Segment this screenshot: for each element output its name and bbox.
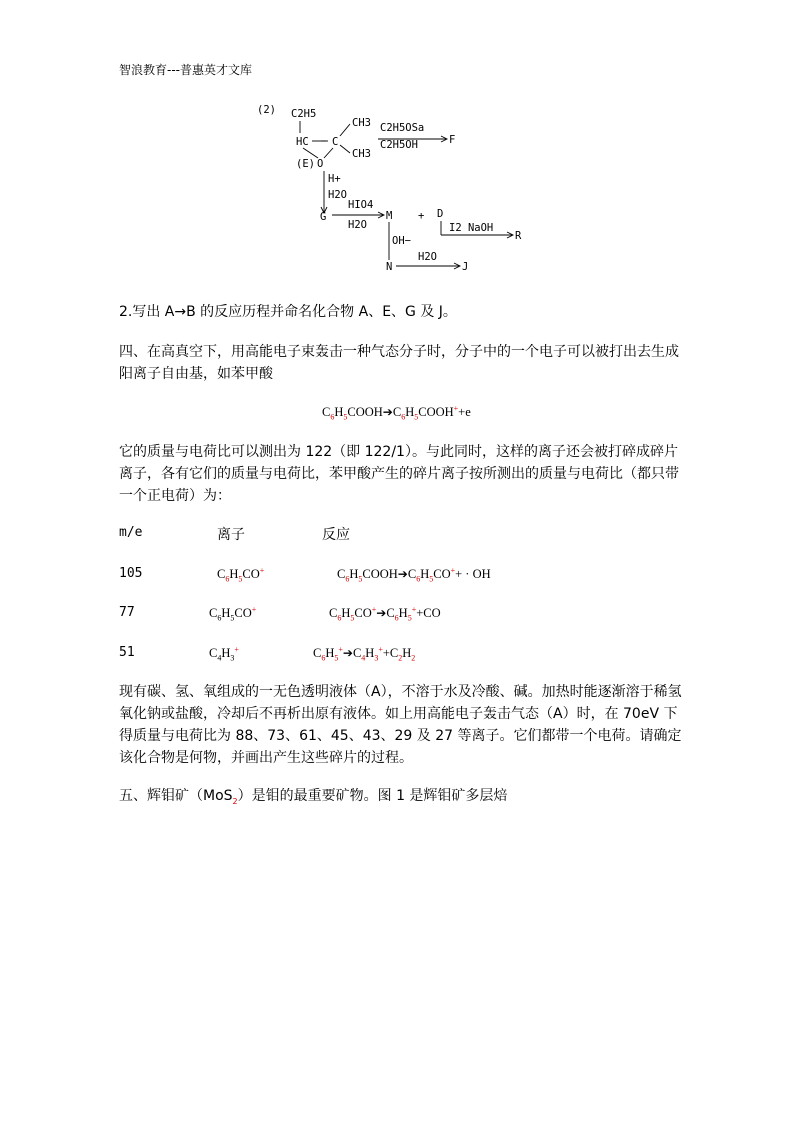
- reagent1-top: C2H5OSa: [380, 122, 425, 134]
- row-3-reaction: $C_6H_5^+➔C_4H_3^++C_2H_2$: [313, 645, 416, 663]
- row-1-me: 105: [119, 566, 143, 581]
- ionization-equation: $C_6H_5COOH➔C_6H_5COOH^++e$: [322, 404, 471, 422]
- bond-ch3-bottom: [340, 145, 350, 153]
- section-4-para2: 它的质量与电荷比可以测出为 122（即 122/1）。与此同时，这样的离子还会被打碎成碎片离子，各有它们的质量与电荷比，苯甲酸产生的碎片离子按所测出的质量与电荷比（都只带一个正电荷）为：: [119, 444, 679, 504]
- section-4-intro: 四、在高真空下，用高能电子束轰击一种气态分子时，分子中的一个电子可以被打出去生成阳离子自由基，如苯甲酸: [119, 344, 679, 382]
- row-3-ion: $C_4H_3^+$: [209, 645, 239, 663]
- label-ch3-top: CH3: [352, 117, 371, 129]
- bond-epoxide-right: [324, 148, 333, 158]
- row-3-me: 51: [119, 645, 135, 660]
- product-j: J: [462, 261, 469, 273]
- bond-epoxide-left: [303, 148, 318, 158]
- reagent-i2-naoh: I2 NaOH: [449, 222, 494, 234]
- reagent-hplus: H+: [328, 173, 341, 185]
- section-4-para3: 现有碳、氢、氧组成的一无色透明液体（A），不溶于水及冷酸、碱。加热时能逐渐溶于稀氢氧化钠或盐酸，冷却后不再析出原有液体。如上用高能电子轰击气态（A）时，在 70eV 下得质量与电荷比为 88、73、61、45、43、29 及 27 等离子。它们都带一个电荷。请确定该化合物是何物，并画出产生这些碎片的过程。: [119, 684, 682, 766]
- reagent-h2o-3: H2O: [418, 251, 437, 263]
- reagent-oh: OH−: [392, 235, 411, 247]
- header-reaction: 反应: [322, 527, 350, 543]
- compound-m: M: [386, 210, 393, 222]
- label-ch3-bottom: CH3: [352, 148, 371, 160]
- reaction-scheme: [250, 96, 550, 276]
- product-f: F: [449, 134, 456, 146]
- reagent-h2o-2: H2O: [348, 219, 367, 231]
- label-e: (E): [296, 158, 315, 170]
- row-1-ion: $C_6H_5CO^+$: [217, 566, 265, 584]
- header-ion: 离子: [217, 527, 245, 543]
- label-o: O: [317, 158, 324, 170]
- label-c2h5: C2H5: [291, 108, 317, 120]
- question-2: 2.写出 A→B 的反应历程并命名化合物 A、E、G 及 J。: [119, 304, 457, 320]
- label-c: C: [332, 136, 339, 148]
- reagent-h2o-1: H2O: [328, 189, 347, 201]
- label-hc: HC: [296, 136, 309, 148]
- compound-g: G: [320, 211, 327, 223]
- reagent-hio4: HIO4: [348, 199, 374, 211]
- header-me: m/e: [119, 525, 143, 540]
- plus-sign: +: [418, 210, 425, 222]
- section-5-intro: 五、辉钼矿（MoS$_2$）是钼的最重要矿物。图 1 是辉钼矿多层焙: [119, 788, 508, 806]
- row-1-reaction: $C_6H_5COOH➔C_6H_5CO^++$ · OH: [337, 566, 491, 584]
- compound-n: N: [386, 261, 393, 273]
- page-header: 智浪教育---普惠英才文库: [119, 63, 252, 77]
- row-2-ion: $C_6H_5CO^+$: [209, 605, 257, 623]
- compound-d: D: [437, 208, 444, 220]
- product-r: R: [515, 230, 522, 242]
- row-2-reaction: $C_6H_5CO^+➔C_6H_5^++CO$: [329, 605, 441, 623]
- scheme-number: (2): [257, 104, 276, 116]
- reagent1-bottom: C2H5OH: [380, 139, 418, 151]
- bond-ch3-top: [340, 124, 350, 136]
- row-2-me: 77: [119, 605, 135, 620]
